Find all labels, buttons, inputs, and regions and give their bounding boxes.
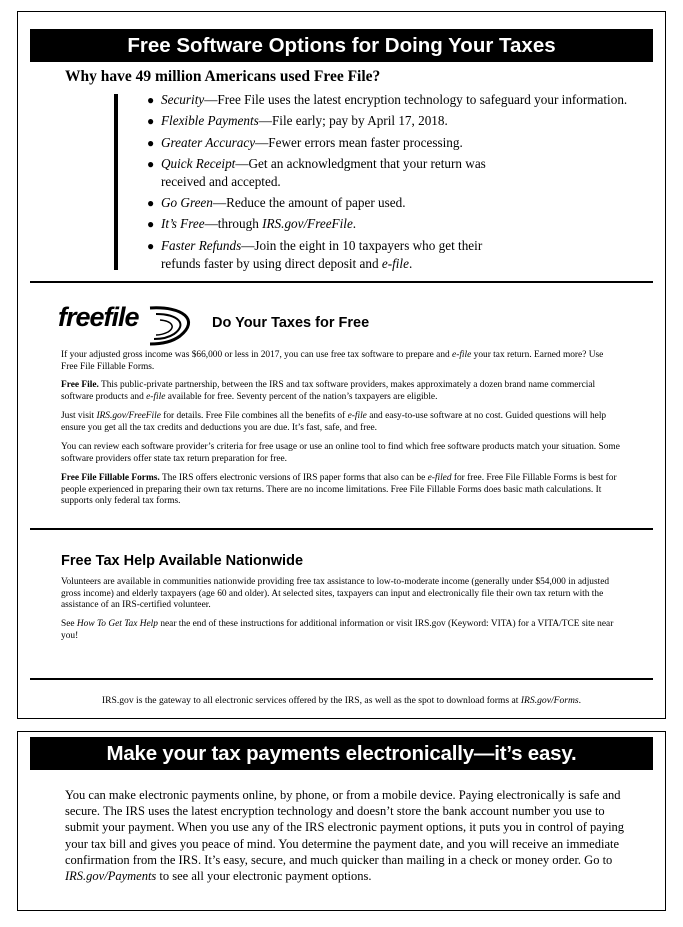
free-software-section xyxy=(17,11,666,719)
efile-term: e-filed xyxy=(427,473,452,483)
text-run: See xyxy=(61,619,77,629)
freefile-link[interactable]: IRS.gov/FreeFile xyxy=(262,216,353,232)
benefit-term: Flexible Payments xyxy=(161,113,259,129)
benefit-text: . xyxy=(408,255,413,271)
text-run: for details. Free File combines all the benefits of xyxy=(160,411,348,421)
text-run: and easy-to-use software at no cost. Guided questions will help ensure you get all the tax credits and deductions you are due. It’s fast, safe, and free. xyxy=(61,411,607,433)
divider xyxy=(30,678,653,680)
para-head: Free File Fillable Forms. xyxy=(61,473,160,483)
text-run: If your adjusted gross income was $66,000 or less in 2017, you can use free tax software to prepare and xyxy=(61,350,453,360)
paragraph: Volunteers are available in communities nationwide providing free tax assistance to low-to-moderate income (generally under $54,000 in adjusted gross income) and elderly taxpayers (age 60 and older). At selected sites, taxpayers can input and electronically file their own tax return with the assistance of an IRS-certified volunteer. xyxy=(61,577,610,610)
text-run: your tax return. Earned more? Use Free File Fillable Forms. xyxy=(61,350,604,372)
benefit-text: —Reduce the amount of paper used. xyxy=(212,195,406,211)
divider xyxy=(30,281,653,283)
bullet-icon: ● xyxy=(147,114,155,129)
benefit-term: Greater Accuracy xyxy=(161,134,256,150)
gateway-note xyxy=(18,695,665,706)
text-run: near the end of these instructions for additional information or visit IRS.gov (Keyword: VITA) for a VITA/TCE site near you! xyxy=(61,619,614,641)
bullet-icon: ● xyxy=(147,217,155,232)
payments-link[interactable]: IRS.gov/Payments xyxy=(65,869,157,884)
help-reference: How To Get Tax Help xyxy=(76,619,158,629)
efile-term: e-file xyxy=(381,255,409,271)
efile-term: e-file xyxy=(146,391,166,402)
text-run: available for free. Seventy percent of the nation’s taxpayers are eligible. xyxy=(165,391,438,402)
paragraph xyxy=(61,619,621,642)
list-item xyxy=(145,237,506,273)
swoosh-icon xyxy=(128,300,200,346)
benefit-text: —File early; pay by April 17, 2018. xyxy=(258,113,448,129)
benefit-text: . xyxy=(352,216,357,232)
benefit-text: —Join the eight in 10 taxpayers who get their refunds faster by using direct deposit and xyxy=(161,237,483,271)
list-item xyxy=(145,134,635,152)
list-item xyxy=(145,112,635,130)
payments-section xyxy=(17,731,666,911)
benefit-term: Faster Refunds xyxy=(161,237,242,253)
benefit-bar xyxy=(114,94,118,270)
para-head: Free File. xyxy=(61,380,99,390)
list-item xyxy=(145,215,635,233)
divider xyxy=(30,528,653,530)
text-run: The IRS offers electronic versions of IRS paper forms that also can be xyxy=(159,473,428,483)
section-banner: Free Software Options for Doing Your Taxes xyxy=(30,29,653,62)
benefit-term: It’s Free xyxy=(161,216,205,232)
benefit-term: Quick Receipt xyxy=(161,155,236,171)
logo-text: freefile xyxy=(58,302,139,332)
bullet-icon: ● xyxy=(147,135,155,150)
text-run: for free. Free File Fillable Forms is best for people experienced in preparing their own tax returns. There are no income limitations. Free File Fillable Forms does basic math calculations. It supports only federal tax forms. xyxy=(61,473,617,506)
paragraph xyxy=(61,350,621,373)
paragraph xyxy=(61,380,621,403)
efile-term: e-file xyxy=(347,411,367,421)
text-run: This public-private partnership, between the IRS and tax software providers, makes approximately a dozen brand name commercial software products and xyxy=(61,380,596,402)
bullet-icon: ● xyxy=(147,93,155,107)
help-title: Free Tax Help Available Nationwide xyxy=(61,553,304,569)
paragraph: You can review each software provider’s criteria for free usage or use an online tool to find which free software products match your situation. Some software providers offer state tax return preparation for free. xyxy=(61,442,620,464)
payments-paragraph xyxy=(65,787,625,884)
freefile-link[interactable]: IRS.gov/FreeFile xyxy=(96,411,161,421)
text-run: . xyxy=(578,695,582,706)
text-run: You can make electronic payments online, by phone, or from a mobile device. Paying electronically is safe and secure. The IRS uses the latest encryption technology and doesn’t store the bank account number you use to submit your payment. When you use any of the IRS electronic payment options, it puts you in control of paying your tax bill and gives you peace of mind. You determine the payment date, and you will receive an immediate confirmation from the IRS. It’s easy, secure, and much quicker than mailing in a check or money order. Go to xyxy=(65,788,625,867)
benefit-term: Go Green xyxy=(161,195,213,211)
list-item xyxy=(145,91,635,109)
text-run: Just visit xyxy=(61,411,97,421)
freefile-title: Do Your Taxes for Free xyxy=(212,315,370,331)
benefit-text: —through xyxy=(204,216,263,232)
forms-link[interactable]: IRS.gov/Forms xyxy=(520,695,579,706)
paragraph xyxy=(61,473,621,508)
benefit-text: —Free File uses the latest encryption technology to safeguard your information. xyxy=(204,92,628,107)
benefit-text: —Get an acknowledgment that your return was received and accepted. xyxy=(161,155,486,189)
freefile-logo xyxy=(58,300,198,346)
benefit-text: —Fewer errors mean faster processing. xyxy=(255,134,463,150)
benefit-list xyxy=(145,91,635,276)
why-heading: Why have 49 million Americans used Free File? xyxy=(65,68,381,85)
paragraph xyxy=(61,411,621,434)
efile-term: e-file xyxy=(452,350,472,360)
list-item xyxy=(145,194,635,212)
bullet-icon: ● xyxy=(147,196,155,211)
text-run: IRS.gov is the gateway to all electronic services offered by the IRS, as well as the spot to download forms at xyxy=(101,695,521,706)
section-banner: Make your tax payments electronically—it’s easy. xyxy=(30,737,653,770)
bullet-icon: ● xyxy=(147,238,155,253)
list-item xyxy=(145,155,506,191)
text-run: to see all your electronic payment options. xyxy=(156,869,372,884)
bullet-icon: ● xyxy=(147,156,155,171)
benefit-term: Security xyxy=(161,92,205,107)
